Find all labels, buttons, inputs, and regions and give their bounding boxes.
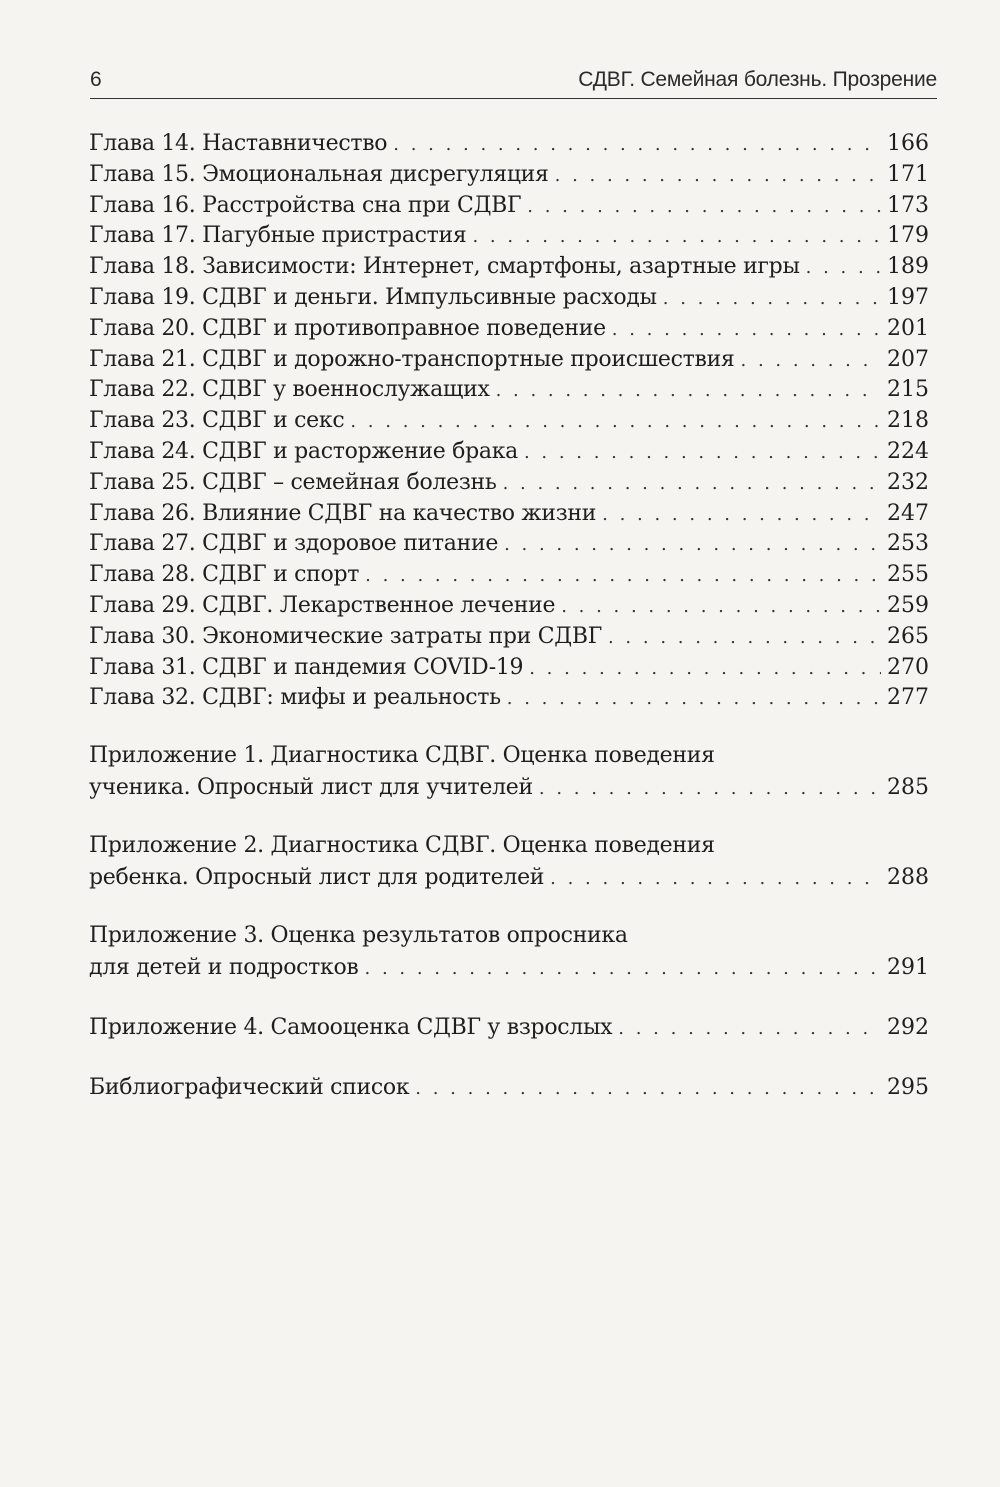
- toc-entry-page: 255: [887, 562, 929, 588]
- toc-entry-label: Глава 15. Эмоциональная дисрегуляция: [89, 161, 549, 187]
- appendix-entry[interactable]: [89, 920, 929, 984]
- leader-dots: [393, 130, 881, 161]
- toc-entry-page: 259: [887, 592, 929, 618]
- toc-entry[interactable]: [89, 345, 929, 376]
- leader-dots: [561, 592, 881, 623]
- toc-entry-page: 207: [887, 346, 929, 372]
- toc-entry-label: Глава 27. СДВГ и здоровое питание: [89, 531, 499, 557]
- running-header: [90, 64, 937, 99]
- toc-entry-page: 218: [887, 408, 929, 434]
- toc-entry-page: 265: [887, 623, 929, 649]
- toc-entry-label: Глава 17. Пагубные пристрастия: [89, 223, 467, 249]
- toc-entry-page: 166: [887, 131, 929, 156]
- appendix-title-line2: ребенка. Опросный лист для родителей: [89, 865, 545, 891]
- appendix-title-line2: ученика. Опросный лист для учителей: [89, 775, 533, 801]
- appendix-entry[interactable]: [89, 830, 929, 894]
- toc-entry-page: 253: [887, 531, 929, 557]
- toc-entry-label: Глава 23. СДВГ и секс: [89, 408, 345, 434]
- toc-entry-page: 215: [887, 377, 929, 403]
- toc-entry-label: Глава 19. СДВГ и деньги. Импульсивные расходы: [89, 284, 657, 310]
- leader-dots: [527, 192, 881, 223]
- toc-entry[interactable]: [89, 560, 929, 591]
- toc-entry-label: Глава 22. СДВГ у военнослужащих: [89, 377, 490, 403]
- leader-dots: [555, 161, 881, 192]
- toc-entry[interactable]: [89, 591, 929, 622]
- leader-dots: [539, 773, 881, 805]
- appendix-entry[interactable]: [89, 740, 929, 804]
- leader-dots: [618, 1013, 881, 1045]
- appendix-title-line2: для детей и подростков: [89, 955, 359, 981]
- leader-dots: [663, 284, 881, 315]
- toc-entry-label: Глава 18. Зависимости: Интернет, смартфоны, азартные игры: [89, 254, 800, 280]
- toc-entry-label: Глава 28. СДВГ и спорт: [89, 562, 360, 588]
- toc-entry-page: 277: [887, 685, 929, 711]
- appendix-list: [89, 740, 929, 984]
- leader-dots: [504, 530, 881, 561]
- appendix-title-line1: Приложение 1. Диагностика СДВГ. Оценка поведения: [89, 743, 715, 769]
- leader-dots: [365, 953, 881, 985]
- toc-entry-label: Глава 24. СДВГ и расторжение брака: [89, 438, 518, 464]
- leader-dots: [529, 654, 881, 685]
- toc-entry[interactable]: [89, 406, 929, 437]
- toc-entry[interactable]: [89, 160, 929, 191]
- toc-entry-page: 295: [887, 1075, 929, 1101]
- toc-entry[interactable]: [89, 252, 929, 283]
- leader-dots: [507, 684, 881, 715]
- leader-dots: [741, 346, 881, 377]
- toc-entry-label: Глава 30. Экономические затраты при СДВГ: [89, 623, 602, 649]
- toc-entry-page: 179: [887, 223, 929, 249]
- toc-entry-page: 288: [887, 865, 929, 891]
- toc-entry-page: 173: [887, 192, 929, 218]
- toc-entry-label: Библиографический список: [89, 1075, 410, 1101]
- appendix-title-line1: Приложение 3. Оценка результатов опросника: [89, 923, 628, 949]
- toc-entry-page: 201: [887, 315, 929, 341]
- toc-entry-label: Глава 32. СДВГ: мифы и реальность: [89, 685, 501, 711]
- toc-entry[interactable]: [89, 375, 929, 406]
- toc-entry-page: 232: [887, 469, 929, 495]
- toc-entry[interactable]: [89, 437, 929, 468]
- leader-dots: [550, 863, 881, 895]
- leader-dots: [524, 438, 881, 469]
- leader-dots: [365, 561, 881, 592]
- toc-entry-page: 224: [887, 438, 929, 464]
- toc-entry-page: 197: [887, 284, 929, 310]
- toc-entry-label: Глава 25. СДВГ – семейная болезнь: [89, 469, 497, 495]
- toc-entry[interactable]: [89, 283, 929, 314]
- leader-dots: [350, 407, 881, 438]
- toc-entry[interactable]: [89, 221, 929, 252]
- toc-entry-page: 292: [887, 1015, 929, 1041]
- toc-entry-label: Глава 16. Расстройства сна при СДВГ: [89, 192, 522, 218]
- toc-entry-page: 285: [887, 775, 929, 801]
- chapter-list: [89, 129, 929, 714]
- toc-entry-label: Глава 21. СДВГ и дорожно-транспортные происшествия: [89, 346, 735, 372]
- toc-entry-page: 189: [887, 254, 929, 280]
- toc-entry-page: 291: [887, 955, 929, 981]
- toc-entry[interactable]: [89, 653, 929, 684]
- leader-dots: [612, 315, 881, 346]
- toc-entry[interactable]: [89, 129, 929, 160]
- toc-entry-page: 270: [887, 654, 929, 680]
- toc-entry-label: Глава 26. Влияние СДВГ на качество жизни: [89, 500, 597, 526]
- leader-dots: [602, 500, 881, 531]
- running-title: СДВГ. Семейная болезнь. Прозрение: [578, 68, 937, 91]
- toc-entry[interactable]: [89, 468, 929, 499]
- leader-dots: [415, 1073, 881, 1105]
- leader-dots: [503, 469, 881, 500]
- page-number: 6: [90, 68, 102, 91]
- appendix-title-line1: Приложение 2. Диагностика СДВГ. Оценка поведения: [89, 833, 715, 859]
- leader-dots: [806, 253, 881, 284]
- toc-entry-page: 171: [887, 161, 929, 187]
- toc-entry[interactable]: [89, 499, 929, 530]
- leader-dots: [472, 222, 881, 253]
- leader-dots: [496, 376, 881, 407]
- toc-entry[interactable]: [89, 314, 929, 345]
- leader-dots: [608, 623, 881, 654]
- toc-entry[interactable]: [89, 622, 929, 653]
- appendix-4-entry[interactable]: [89, 1012, 929, 1044]
- toc-entry-label: Глава 29. СДВГ. Лекарственное лечение: [89, 592, 556, 618]
- toc-entry-label: Глава 20. СДВГ и противоправное поведение: [89, 315, 606, 341]
- bibliography-entry[interactable]: [89, 1072, 929, 1104]
- toc-entry[interactable]: [89, 683, 929, 714]
- toc-entry-label: Приложение 4. Самооценка СДВГ у взрослых: [89, 1015, 613, 1041]
- table-of-contents: [89, 129, 929, 1104]
- toc-entry-label: Глава 14. Наставничество: [89, 131, 388, 156]
- toc-entry[interactable]: [89, 529, 929, 560]
- toc-entry-label: Глава 31. СДВГ и пандемия COVID-19: [89, 654, 524, 680]
- toc-entry-page: 247: [887, 500, 929, 526]
- toc-entry[interactable]: [89, 191, 929, 222]
